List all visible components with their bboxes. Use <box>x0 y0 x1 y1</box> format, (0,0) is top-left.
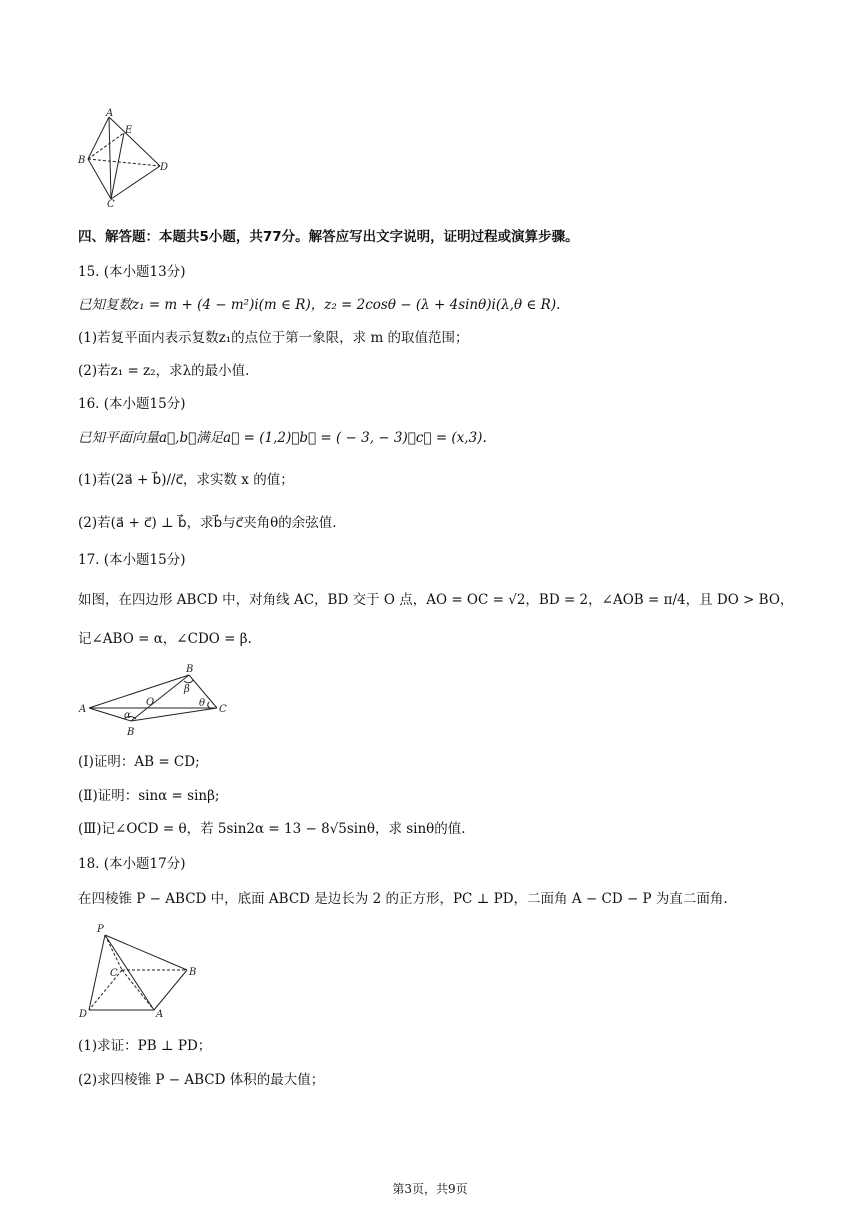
fig3-label-p: P <box>97 924 104 935</box>
q15-stem: 已知复数z₁ = m + (4 − m²)i(m ∈ R)，z₂ = 2cosθ − (λ + 4sinθ)i(λ,θ ∈ R). <box>78 297 561 313</box>
section-title: 四、解答题：本题共5小题，共77分。解答应写出文字说明，证明过程或演算步骤。 <box>78 229 579 245</box>
q18-part2: (2)求四棱锥 P − ABCD 体积的最大值； <box>78 1072 325 1088</box>
fig3-label-a: A <box>156 1009 164 1020</box>
q18-part1: (1)求证：PB ⊥ PD； <box>78 1038 212 1054</box>
q15-part1: (1)若复平面内表示复数z₁的点位于第一象限，求 m 的取值范围； <box>78 330 469 346</box>
fig2-label-o: O <box>146 697 155 708</box>
fig1-label-b: B <box>78 155 86 166</box>
fig2-label-theta: θ <box>199 698 206 709</box>
fig3-label-c: C <box>110 968 118 979</box>
fig2-label-b-top: B <box>186 664 194 675</box>
fig1-label-a: A <box>106 108 114 119</box>
fig2-label-alpha: α <box>124 710 131 721</box>
fig2-label-c: C <box>219 704 227 715</box>
q18-header: 18. (本小题17分) <box>78 856 186 872</box>
q16-part1: (1)若(2a⃗ + b⃗)//c⃗，求实数 x 的值； <box>78 472 294 488</box>
q15-part2: (2)若z₁ = z₂，求λ的最小值. <box>78 363 250 379</box>
fig3-label-b: B <box>189 967 197 978</box>
fig2-label-b-bottom: B <box>127 727 135 738</box>
pyramid-figure <box>76 920 206 1020</box>
fig1-label-d: D <box>160 162 169 173</box>
fig2-label-beta: β <box>184 684 190 695</box>
fig1-label-c: C <box>107 199 115 208</box>
q16-header: 16. (本小题15分) <box>78 396 186 412</box>
q17-part2: (Ⅱ)证明：sinα = sinβ; <box>78 788 220 804</box>
q18-stem: 在四棱锥 P − ABCD 中，底面 ABCD 是边长为 2 的正方形，PC ⊥ PD，二面角 A − CD − P 为直二面角. <box>78 891 728 907</box>
q17-stem-line1: 如图，在四边形 ABCD 中，对角线 AC，BD 交于 O 点，AO = OC = √2，BD = 2，∠AOB = π/4，且 DO > BO， <box>78 592 794 608</box>
q17-part1: (Ⅰ)证明：AB = CD; <box>78 754 200 770</box>
q17-header: 17. (本小题15分) <box>78 552 186 568</box>
fig2-label-a: A <box>79 704 87 715</box>
q17-part3: (Ⅲ)记∠OCD = θ，若 5sin2α = 13 − 8√5sinθ，求 sinθ的值. <box>78 821 466 837</box>
q16-stem: 已知平面向量a⃗,b⃗满足a⃗ = (1,2)，b⃗ = ( − 3, − 3)，c⃗ = (x,3). <box>78 430 487 446</box>
q16-part2: (2)若(a⃗ + c⃗) ⊥ b⃗，求b⃗与c⃗夹角θ的余弦值. <box>78 515 337 531</box>
page-footer: 第3页，共9页 <box>392 1182 468 1196</box>
fig1-label-e: E <box>125 125 133 136</box>
fig3-label-d: D <box>79 1009 88 1020</box>
tetrahedron-figure <box>76 108 172 208</box>
q17-stem-line2: 记∠ABO = α，∠CDO = β. <box>78 631 252 647</box>
quadrilateral-figure <box>76 660 236 738</box>
q15-header: 15. (本小题13分) <box>78 264 186 280</box>
